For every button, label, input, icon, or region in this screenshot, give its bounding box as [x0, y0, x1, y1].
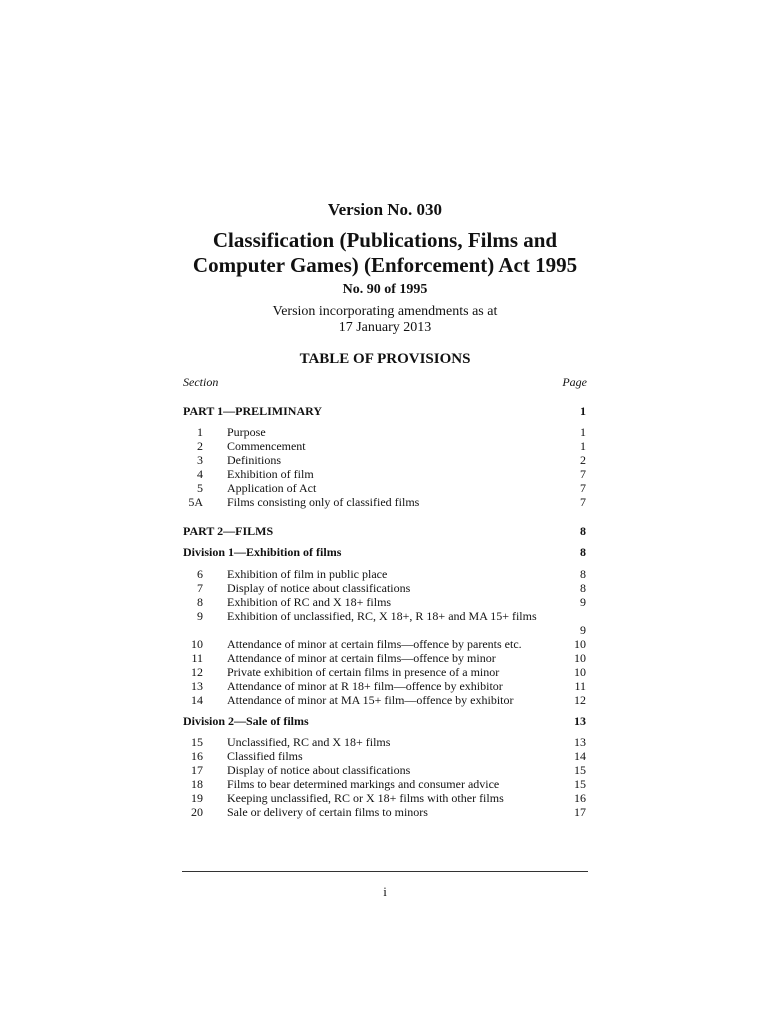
section-number: 3 [197, 453, 203, 467]
amendment-note-line-2: 17 January 2013 [338, 320, 432, 335]
section-number: 5A [188, 495, 203, 509]
toc-title: TABLE OF PROVISIONS [299, 351, 471, 367]
division-heading[interactable] [183, 714, 586, 728]
section-page: 17 [574, 805, 586, 819]
act-title [0, 228, 770, 278]
division-heading-title: Division 2—Sale of films [183, 714, 309, 728]
division-heading-page: 8 [580, 545, 586, 559]
section-page: 9 [580, 595, 586, 609]
section-title: Unclassified, RC and X 18+ films [227, 735, 391, 749]
part-heading-page: 8 [580, 524, 586, 538]
section-page: 12 [574, 693, 586, 707]
section-number: 16 [191, 749, 203, 763]
version-number: Version No. 030 [327, 200, 443, 219]
section-number: 7 [197, 581, 203, 595]
part-heading-page: 1 [580, 404, 586, 418]
section-title: Attendance of minor at R 18+ film—offence by exhibitor [227, 679, 503, 693]
section-number: 8 [197, 595, 203, 609]
section-page: 15 [574, 777, 586, 791]
section-number: 19 [191, 791, 203, 805]
section-number: 13 [191, 679, 203, 693]
section-title: Exhibition of unclassified, RC, X 18+, R 18+ and MA 15+ films [227, 609, 537, 623]
section-title: Sale or delivery of certain films to minors [227, 805, 428, 819]
part-heading[interactable] [183, 524, 586, 538]
section-column-header: Section [183, 375, 219, 389]
section-title: Classified films [227, 749, 303, 763]
division-heading-title: Division 1—Exhibition of films [183, 545, 342, 559]
section-number: 9 [197, 609, 203, 623]
section-page: 7 [580, 467, 586, 481]
section-page: 11 [574, 679, 586, 693]
section-page: 8 [580, 567, 586, 581]
section-page: 14 [574, 749, 586, 763]
section-number: 18 [191, 777, 203, 791]
section-title: Private exhibition of certain films in presence of a minor [227, 665, 500, 679]
section-page: 2 [580, 453, 586, 467]
section-title: Definitions [227, 453, 281, 467]
part-heading-title: PART 2—FILMS [183, 524, 274, 538]
section-page: 16 [574, 791, 586, 805]
section-title: Exhibition of film in public place [227, 567, 388, 581]
section-number: 14 [191, 693, 203, 707]
act-title-line-2: Computer Games) (Enforcement) Act 1995 [192, 253, 578, 277]
section-number: 4 [197, 467, 203, 481]
section-number: 10 [191, 637, 203, 651]
section-title: Application of Act [227, 481, 317, 495]
footer-divider [182, 871, 588, 872]
section-title: Exhibition of film [227, 467, 314, 481]
part-heading[interactable] [183, 404, 586, 418]
section-title: Attendance of minor at MA 15+ film—offence by exhibitor [227, 693, 514, 707]
section-number: 17 [191, 763, 203, 777]
section-page: 1 [580, 439, 586, 453]
section-title: Display of notice about classifications [227, 763, 411, 777]
section-title: Films consisting only of classified films [227, 495, 420, 509]
section-page: 10 [574, 651, 586, 665]
amendment-note-line-1: Version incorporating amendments as at [272, 304, 498, 319]
section-title: Attendance of minor at certain films—offence by minor [227, 651, 496, 665]
section-title: Films to bear determined markings and consumer advice [227, 777, 500, 791]
section-page: 13 [574, 735, 586, 749]
section-number: 12 [191, 665, 203, 679]
section-title: Commencement [227, 439, 306, 453]
section-page: 10 [574, 637, 586, 651]
section-page: 8 [580, 581, 586, 595]
part-heading-title: PART 1—PRELIMINARY [183, 404, 323, 418]
section-page: 9 [580, 623, 586, 637]
act-title-line-1: Classification (Publications, Films and [212, 228, 558, 252]
page-column-header: Page [562, 375, 587, 389]
section-number: 1 [197, 425, 203, 439]
page-number: i [383, 884, 387, 899]
division-heading[interactable] [183, 545, 586, 559]
section-title: Purpose [227, 425, 266, 439]
section-page: 15 [574, 763, 586, 777]
section-number: 20 [191, 805, 203, 819]
section-page: 1 [580, 425, 586, 439]
section-number: 11 [191, 651, 203, 665]
section-page: 7 [580, 481, 586, 495]
section-number: 2 [197, 439, 203, 453]
section-number: 6 [197, 567, 203, 581]
section-page: 10 [574, 665, 586, 679]
section-title: Attendance of minor at certain films—offence by parents etc. [227, 637, 522, 651]
section-number: 15 [191, 735, 203, 749]
section-title: Display of notice about classifications [227, 581, 411, 595]
section-number: 5 [197, 481, 203, 495]
section-title: Keeping unclassified, RC or X 18+ films with other films [227, 791, 504, 805]
act-number: No. 90 of 1995 [342, 282, 428, 297]
amendment-note [0, 304, 770, 336]
division-heading-page: 13 [574, 714, 586, 728]
section-page: 7 [580, 495, 586, 509]
section-title: Exhibition of RC and X 18+ films [227, 595, 392, 609]
